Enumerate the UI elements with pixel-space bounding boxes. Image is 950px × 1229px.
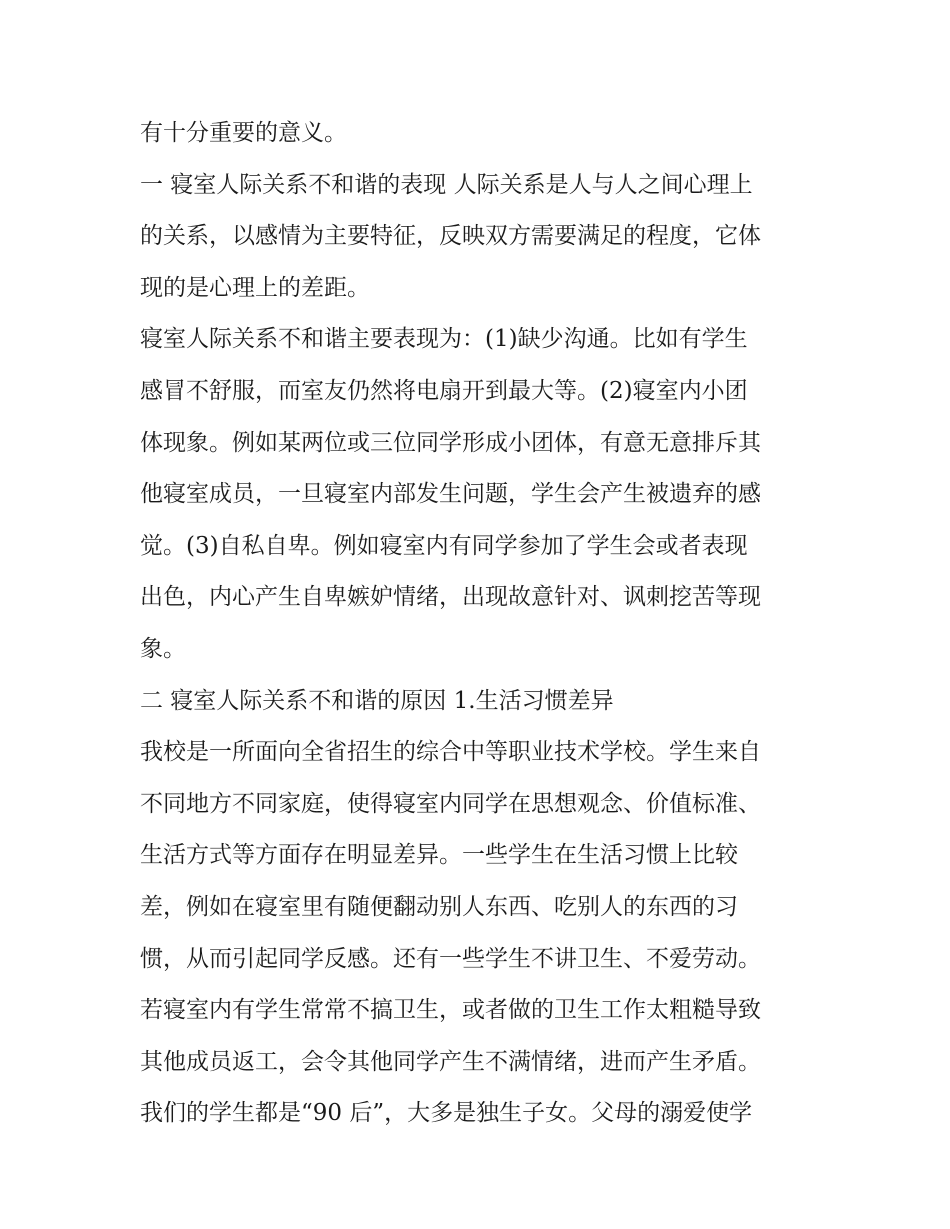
text-line: 他寝室成员，一旦寝室内部发生问题，学生会产生被遗弃的感 bbox=[140, 481, 761, 508]
text-line: 象。 bbox=[140, 635, 186, 662]
text-line: 体现象。例如某两位或三位同学形成小团体，有意无意排斥其 bbox=[140, 429, 761, 456]
text-line: 二 寝室人际关系不和谐的原因 1.生活习惯差异 bbox=[140, 687, 614, 714]
text-line: 有十分重要的意义。 bbox=[140, 120, 347, 146]
text-line: 一 寝室人际关系不和谐的表现 人际关系是人与人之间心理上 bbox=[140, 171, 753, 198]
text-line: 我们的学生都是“90 后”，大多是独生子女。父母的溺爱使学 bbox=[140, 1100, 753, 1127]
text-line: 生活方式等方面存在明显差异。一些学生在生活习惯上比较 bbox=[140, 842, 738, 869]
text-line: 觉。(3)自私自卑。例如寝室内有同学参加了学生会或者表现 bbox=[140, 532, 748, 559]
text-line: 的关系，以感情为主要特征，反映双方需要满足的程度，它体 bbox=[140, 223, 761, 250]
text-line: 惯，从而引起同学反感。还有一些学生不讲卫生、不爱劳动。 bbox=[140, 945, 761, 972]
text-line: 寝室人际关系不和谐主要表现为：(1)缺少沟通。比如有学生 bbox=[140, 326, 748, 353]
text-line: 其他成员返工，会令其他同学产生不满情绪，进而产生矛盾。 bbox=[140, 1048, 761, 1075]
text-line: 不同地方不同家庭，使得寝室内同学在思想观念、价值标准、 bbox=[140, 790, 761, 817]
text-line: 我校是一所面向全省招生的综合中等职业技术学校。学生来自 bbox=[140, 739, 761, 766]
text-line: 出色，内心产生自卑嫉妒情绪，出现故意针对、讽刺挖苦等现 bbox=[140, 584, 761, 611]
text-line: 若寝室内有学生常常不搞卫生，或者做的卫生工作太粗糙导致 bbox=[140, 997, 761, 1024]
text-line: 差，例如在寝室里有随便翻动别人东西、吃别人的东西的习 bbox=[140, 893, 738, 920]
text-line: 感冒不舒服，而室友仍然将电扇开到最大等。(2)寝室内小团 bbox=[140, 377, 748, 404]
document-body bbox=[140, 108, 820, 1140]
text-line: 现的是心理上的差距。 bbox=[140, 274, 370, 301]
